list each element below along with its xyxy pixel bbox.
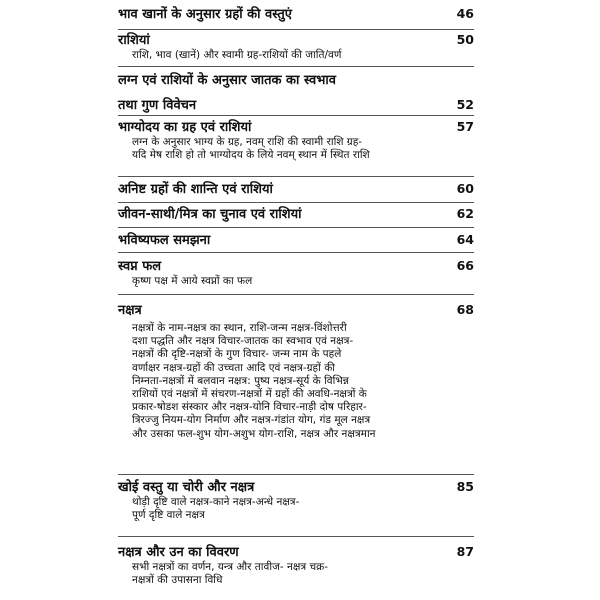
toc-entry-subtopics: थोड़ी दृष्टि वाले नक्षत्र-काने नक्षत्र-अन्धे नक्षत्र- [132, 496, 300, 508]
toc-entry-subtopics: लग्न के अनुसार भाग्य के ग्रह, नवम् राशि की स्वामी राशि ग्रह- [132, 136, 363, 148]
toc-entry-title: नक्षत्र [118, 303, 142, 318]
toc-entry [118, 479, 474, 522]
toc-entry-subtopics: नक्षत्रों की उपासना विधि [132, 574, 223, 587]
toc-entry-subtopics: राशि, भाव (खानें) और स्वामी ग्रह-राशियों की जाति/वर्ण [132, 49, 342, 61]
divider [118, 227, 474, 228]
toc-entry-title: खोई वस्तु या चोरी और नक्षत्र [118, 480, 255, 495]
toc-entry-title-continued: तथा गुण विवेचन [118, 98, 197, 113]
toc-entry [118, 72, 474, 114]
toc-page-number: 46 [456, 6, 474, 21]
toc-entry-subtopics: दशा पद्धति और नक्षत्र विचार-जातक का स्वभाव एवं नक्षत्र- [132, 335, 354, 348]
toc-entry-subtopics: प्रकार-षोडश संस्कार और नक्षत्र-योनि विचार-नाड़ी दोष परिहार- [132, 401, 367, 414]
divider [118, 115, 474, 116]
toc-entry-subtopics: पूर्ण दृष्टि वाले नक्षत्र [132, 509, 205, 522]
toc-entry-subtopics: और उसका फल-शुभ योग-अशुभ योग-राशि, नक्षत्र और नक्षत्रमान [132, 427, 376, 440]
toc-entry-title: भविष्यफल समझना [118, 233, 211, 248]
toc-entry-subtopics: कृष्ण पक्ष में आये स्वप्नों का फल [132, 275, 253, 287]
toc-entry-title: नक्षत्र और उन का विवरण [118, 545, 239, 560]
divider [118, 176, 474, 177]
toc-entry [118, 258, 474, 288]
toc-entry-subtopics: राशियों एवं नक्षत्रों में संचरण-नक्षत्रों में ग्रहों की अवधि-नक्षत्रों के [132, 388, 367, 401]
toc-entry-subtopics: निम्नता-नक्षत्रों में बलवान नक्षत्र: पुष्य नक्षत्र-सूर्य के विभिन्न [132, 374, 349, 387]
toc-entry-title: भाव खानों के अनुसार ग्रहों की वस्तुएं [118, 7, 292, 22]
toc-entry [118, 302, 474, 441]
toc-entry [118, 544, 474, 587]
toc-page-number: 60 [456, 181, 474, 196]
divider [118, 29, 474, 30]
toc-page-number: 68 [456, 302, 474, 317]
toc-page-number: 52 [456, 97, 474, 112]
divider [118, 474, 474, 475]
toc-page-number: 85 [456, 479, 474, 494]
toc-page-number: 64 [456, 232, 474, 247]
toc-page-number: 66 [456, 258, 474, 273]
toc-page-number: 87 [456, 544, 474, 559]
toc-entry-subtopics: सभी नक्षत्रों का वर्णन, यन्त्र और तावीज- नक्षत्र चक्र- [132, 561, 328, 573]
toc-entry-title: अनिष्ट ग्रहों की शान्ति एवं राशियां [118, 182, 273, 197]
toc-entry [118, 32, 474, 62]
toc-entry-subtopics: नक्षत्रों के नाम-नक्षत्र का स्थान, राशि-जन्म नक्षत्र-विंशोत्तरी [132, 322, 347, 334]
divider [118, 536, 474, 537]
toc-page-number: 57 [456, 119, 474, 134]
toc-entry-title: भाग्योदय का ग्रह एवं राशियां [118, 120, 252, 135]
toc-entry-subtopics: त्रिरज्जु नियम-योग निर्माण और नक्षत्र-गंडांत योग, गंड मूल नक्षत्र [132, 414, 371, 427]
toc-entry-title: राशियां [118, 33, 150, 48]
toc-entry [118, 206, 474, 223]
toc-page-number: 62 [456, 206, 474, 221]
toc-entry-subtopics: यदि मेष राशि हो तो भाग्योदय के लिये नवम् स्थान में स्थित राशि [132, 149, 370, 162]
toc-entry [118, 181, 474, 198]
toc-entry [118, 119, 474, 162]
toc-entry-title: स्वप्न फल [118, 259, 162, 274]
toc-entry-title: जीवन-साथी/मित्र का चुनाव एवं राशियां [118, 207, 302, 222]
toc-page-number: 50 [456, 32, 474, 47]
divider [118, 252, 474, 253]
divider [118, 66, 474, 67]
toc-entry-title: लग्न एवं राशियों के अनुसार जातक का स्वभाव [118, 73, 336, 88]
toc-entry-subtopics: वर्णाक्षर नक्षत्र-ग्रहों की उच्चता आदि एवं नक्षत्र-ग्रहों की [132, 361, 335, 374]
toc-entry [118, 232, 474, 249]
divider [118, 294, 474, 295]
divider [118, 202, 474, 203]
toc-entry-subtopics: नक्षत्रों की दृष्टि-नक्षत्रों के गुण विचार- जन्म नाम के पहले [132, 348, 342, 361]
toc-entry [118, 6, 474, 23]
